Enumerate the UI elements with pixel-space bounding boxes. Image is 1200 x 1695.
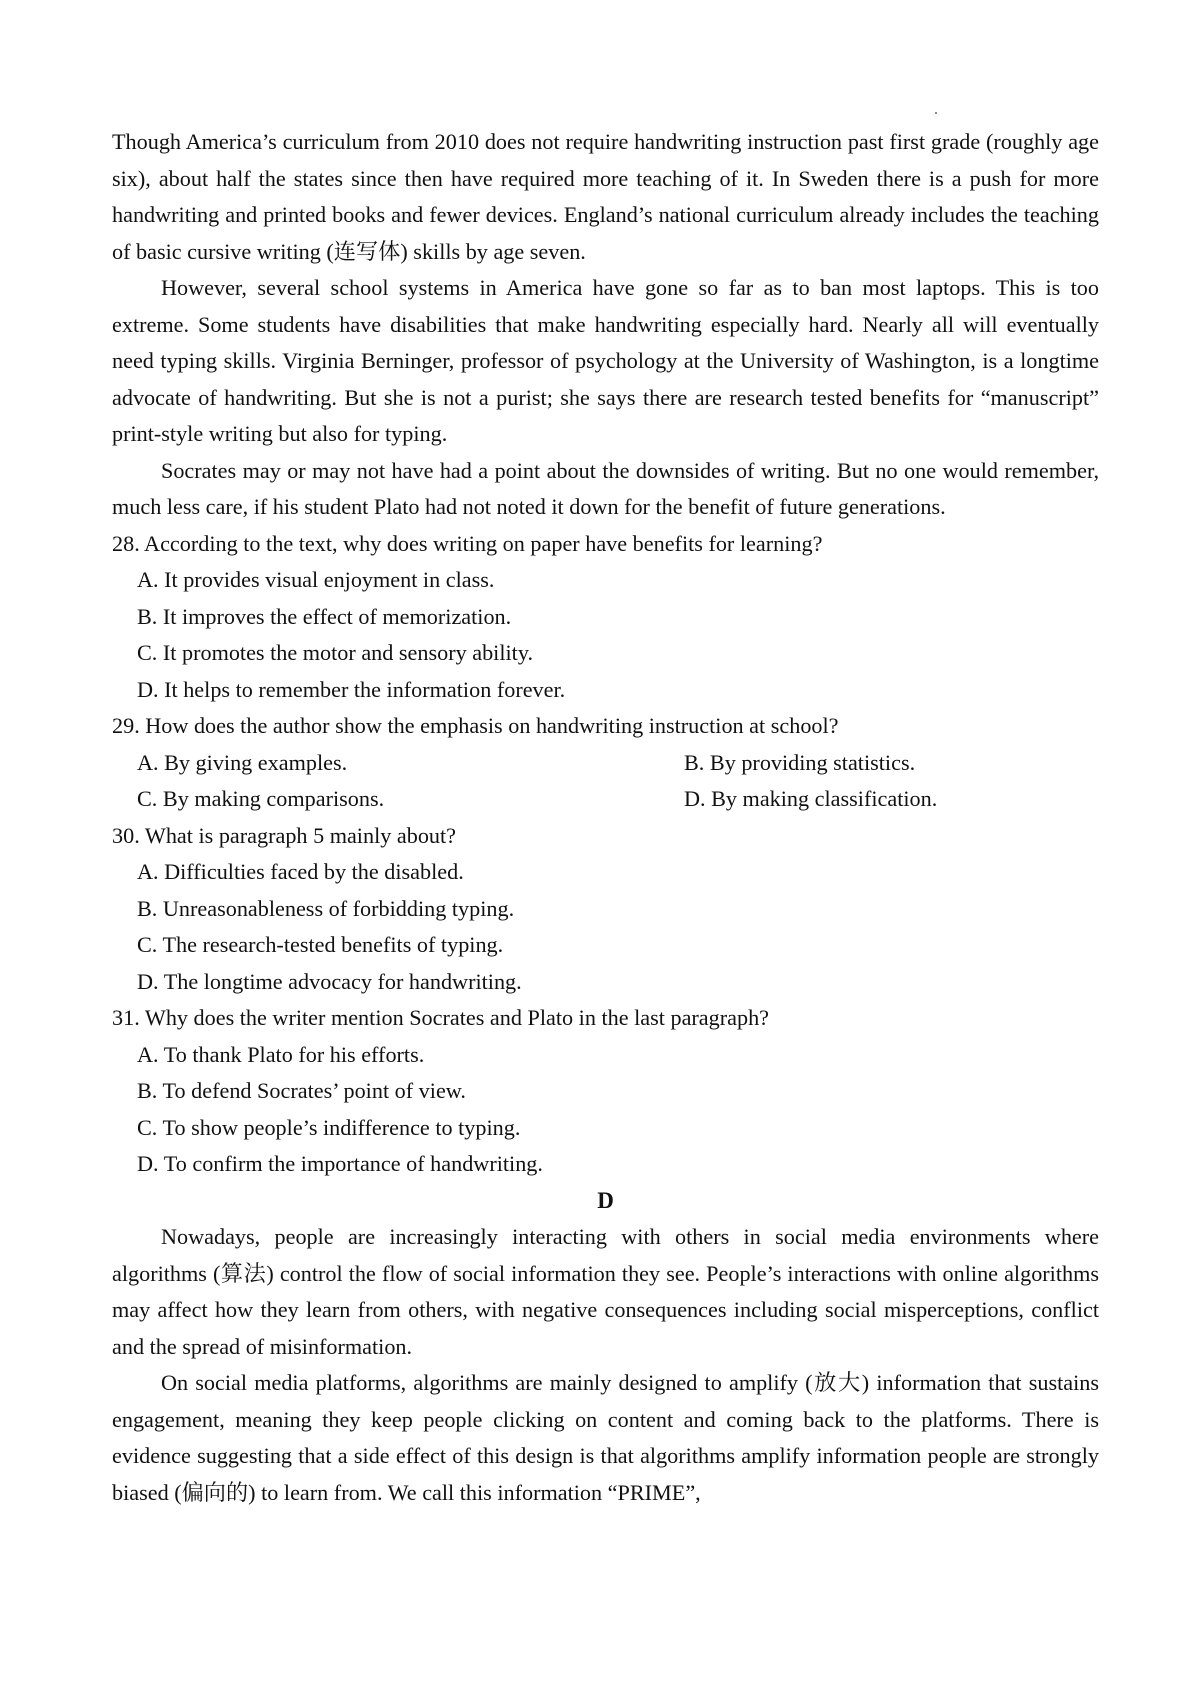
question-28-stem: 28. According to the text, why does writing on paper have benefits for learning? [112,530,823,556]
question-29-option-c: C. By making comparisons. [137,786,385,811]
question-31-option-c: C. To show people’s indifference to typing. [137,1114,521,1140]
question-30-stem: 30. What is paragraph 5 mainly about? [112,822,457,848]
question-28-option-d: D. It helps to remember the information forever. [137,676,566,702]
passage-c-paragraph-2: However, several school systems in America have gone so far as to ban most laptops. This is too extreme. Some students have disabilities that make handwriting especially hard. Nearly all will eventually need typing skills. Virginia Berninger, professor of psychology at the University of Washington, is a longtime advocate of handwriting. But she is not a purist; she says there are research tested benefits for “manuscript” print-style writing but also for typing. [112,275,1099,446]
question-31-option-a: A. To thank Plato for his efforts. [137,1041,425,1067]
passage-d-paragraph-2: On social media platforms, algorithms are mainly designed to amplify (放大) information that sustains engagement, meaning they keep people clicking on content and coming back to the platforms. There is evidence suggesting that a side effect of this design is that algorithms amplify information people are strongly biased (偏向的) to learn from. We call this information “PRIME”, [112,1370,1099,1505]
question-31-stem: 31. Why does the writer mention Socrates and Plato in the last paragraph? [112,1005,770,1030]
question-29-option-d: D. By making classification. [684,786,938,811]
question-30-option-b: B. Unreasonableness of forbidding typing. [137,895,515,921]
passage-d-heading: D [597,1187,614,1213]
question-30-option-c: C. The research-tested benefits of typing. [137,932,504,957]
question-31-option-b: B. To defend Socrates’ point of view. [137,1078,466,1103]
question-30-option-a: A. Difficulties faced by the disabled. [137,859,464,884]
exam-page [112,124,1099,1511]
stray-mark [935,112,937,114]
question-29-option-a: A. By giving examples. [137,749,348,775]
passage-d-paragraph-1: Nowadays, people are increasingly interacting with others in social media environments where algorithms (算法) control the flow of social information they see. People’s interactions with online algorithms may affect how they learn from others, with negative consequences including social misperceptions, conflict and the spread of misinformation. [112,1224,1099,1359]
passage-c-paragraph-3: Socrates may or may not have had a point about the downsides of writing. But no one would remember, much less care, if his student Plato had not noted it down for the benefit of future generations. [112,457,1099,519]
question-30-option-d: D. The longtime advocacy for handwriting. [137,968,522,994]
question-28-option-c: C. It promotes the motor and sensory ability. [137,640,534,665]
question-29-option-b: B. By providing statistics. [684,749,916,775]
question-29-options-row-1 [112,745,1099,782]
passage-c-paragraph-1: Though America’s curriculum from 2010 does not require handwriting instruction past first grade (roughly age six), about half the states since then have required more teaching of it. In Sweden there is a push for more handwriting and printed books and fewer devices. England’s national curriculum already includes the teaching of basic cursive writing (连写体) skills by age seven. [112,129,1099,264]
question-29-stem: 29. How does the author show the emphasis on handwriting instruction at school? [112,713,839,738]
question-28-option-b: B. It improves the effect of memorization. [137,603,512,629]
question-28-option-a: A. It provides visual enjoyment in class. [137,567,495,592]
question-31-option-d: D. To confirm the importance of handwriting. [137,1151,543,1176]
question-29-options-row-2 [112,781,1099,818]
